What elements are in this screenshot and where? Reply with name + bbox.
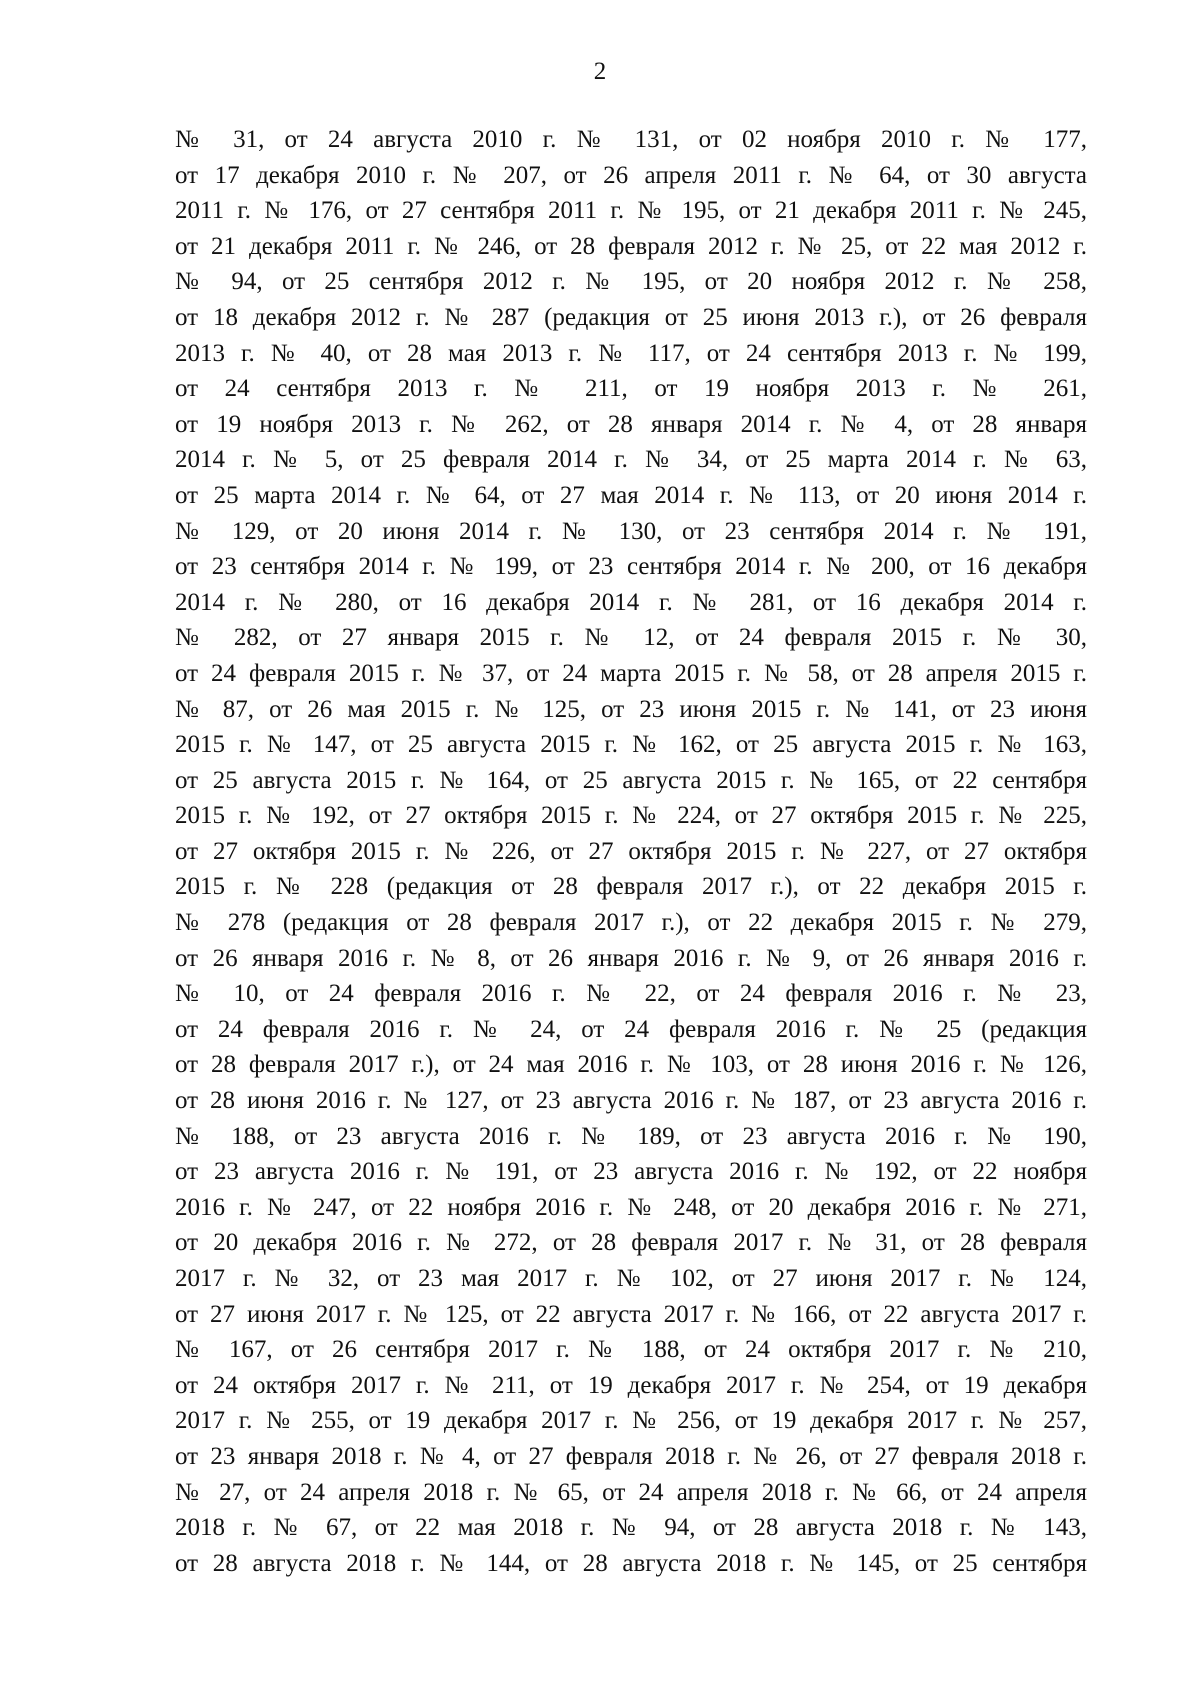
text-line: от 28 июня 2016 г. № 127, от 23 августа 2016 г. № 187, от 23 августа 2016 г. bbox=[175, 1087, 1087, 1115]
text-line: от 25 августа 2015 г. № 164, от 25 августа 2015 г. № 165, от 22 сентября bbox=[175, 766, 1087, 794]
text-line: 2014 г. № 280, от 16 декабря 2014 г. № 281, от 16 декабря 2014 г. bbox=[175, 588, 1087, 616]
text-line: от 25 марта 2014 г. № 64, от 27 мая 2014 г. № 113, от 20 июня 2014 г. bbox=[175, 481, 1087, 509]
body-text bbox=[175, 122, 1087, 1581]
text-line: 2015 г. № 192, от 27 октября 2015 г. № 224, от 27 октября 2015 г. № 225, bbox=[175, 802, 1087, 830]
text-line: 2015 г. № 228 (редакция от 28 февраля 2017 г.), от 22 декабря 2015 г. bbox=[175, 873, 1087, 901]
text-line: от 24 октября 2017 г. № 211, от 19 декабря 2017 г. № 254, от 19 декабря bbox=[175, 1371, 1087, 1399]
text-line: 2013 г. № 40, от 28 мая 2013 г. № 117, от 24 сентября 2013 г. № 199, bbox=[175, 339, 1087, 367]
text-line: 2017 г. № 255, от 19 декабря 2017 г. № 256, от 19 декабря 2017 г. № 257, bbox=[175, 1407, 1087, 1435]
text-line: от 23 августа 2016 г. № 191, от 23 августа 2016 г. № 192, от 22 ноября bbox=[175, 1158, 1087, 1186]
text-line: от 20 декабря 2016 г. № 272, от 28 февраля 2017 г. № 31, от 28 февраля bbox=[175, 1229, 1087, 1257]
text-line: от 28 февраля 2017 г.), от 24 мая 2016 г. № 103, от 28 июня 2016 г. № 126, bbox=[175, 1051, 1087, 1079]
text-line: 2014 г. № 5, от 25 февраля 2014 г. № 34, от 25 марта 2014 г. № 63, bbox=[175, 446, 1087, 474]
text-line: от 19 ноября 2013 г. № 262, от 28 января 2014 г. № 4, от 28 января bbox=[175, 410, 1087, 438]
text-line: № 31, от 24 августа 2010 г. № 131, от 02 ноября 2010 г. № 177, bbox=[175, 126, 1087, 153]
text-line: № 87, от 26 мая 2015 г. № 125, от 23 июня 2015 г. № 141, от 23 июня bbox=[175, 695, 1087, 723]
text-line: 2015 г. № 147, от 25 августа 2015 г. № 162, от 25 августа 2015 г. № 163, bbox=[175, 731, 1087, 759]
text-line: № 188, от 23 августа 2016 г. № 189, от 23 августа 2016 г. № 190, bbox=[175, 1122, 1087, 1150]
text-line: № 10, от 24 февраля 2016 г. № 22, от 24 февраля 2016 г. № 23, bbox=[175, 980, 1087, 1008]
text-line: № 278 (редакция от 28 февраля 2017 г.), от 22 декабря 2015 г. № 279, bbox=[175, 909, 1087, 937]
text-line: от 18 декабря 2012 г. № 287 (редакция от 25 июня 2013 г.), от 26 февраля bbox=[175, 303, 1087, 331]
text-line: от 23 сентября 2014 г. № 199, от 23 сентября 2014 г. № 200, от 16 декабря bbox=[175, 553, 1087, 581]
text-line: от 24 февраля 2015 г. № 37, от 24 марта 2015 г. № 58, от 28 апреля 2015 г. bbox=[175, 659, 1087, 687]
text-line: от 24 сентября 2013 г. № 211, от 19 ноября 2013 г. № 261, bbox=[175, 375, 1087, 403]
text-line: 2017 г. № 32, от 23 мая 2017 г. № 102, от 27 июня 2017 г. № 124, bbox=[175, 1265, 1087, 1292]
text-line: 2011 г. № 176, от 27 сентября 2011 г. № 195, от 21 декабря 2011 г. № 245, bbox=[175, 197, 1087, 225]
text-line: от 26 января 2016 г. № 8, от 26 января 2016 г. № 9, от 26 января 2016 г. bbox=[175, 944, 1087, 972]
text-line: от 23 января 2018 г. № 4, от 27 февраля 2018 г. № 26, от 27 февраля 2018 г. bbox=[175, 1442, 1087, 1470]
text-line: от 17 декабря 2010 г. № 207, от 26 апреля 2011 г. № 64, от 30 августа bbox=[175, 161, 1087, 189]
text-line: № 27, от 24 апреля 2018 г. № 65, от 24 апреля 2018 г. № 66, от 24 апреля bbox=[175, 1478, 1087, 1506]
text-line: № 282, от 27 января 2015 г. № 12, от 24 февраля 2015 г. № 30, bbox=[175, 624, 1087, 652]
page-number: 2 bbox=[593, 58, 607, 85]
text-line: от 21 декабря 2011 г. № 246, от 28 февраля 2012 г. № 25, от 22 мая 2012 г. bbox=[175, 232, 1087, 260]
text-line: от 28 августа 2018 г. № 144, от 28 августа 2018 г. № 145, от 25 сентября bbox=[175, 1549, 1087, 1577]
text-line: 2016 г. № 247, от 22 ноября 2016 г. № 248, от 20 декабря 2016 г. № 271, bbox=[175, 1193, 1087, 1221]
text-line: от 27 июня 2017 г. № 125, от 22 августа 2017 г. № 166, от 22 августа 2017 г. bbox=[175, 1300, 1087, 1328]
text-line: № 129, от 20 июня 2014 г. № 130, от 23 сентября 2014 г. № 191, bbox=[175, 517, 1087, 545]
text-line: № 94, от 25 сентября 2012 г. № 195, от 20 ноября 2012 г. № 258, bbox=[175, 268, 1087, 296]
text-line: от 24 февраля 2016 г. № 24, от 24 февраля 2016 г. № 25 (редакция bbox=[175, 1015, 1087, 1043]
text-line: 2018 г. № 67, от 22 мая 2018 г. № 94, от 28 августа 2018 г. № 143, bbox=[175, 1514, 1087, 1542]
text-line: от 27 октября 2015 г. № 226, от 27 октября 2015 г. № 227, от 27 октября bbox=[175, 837, 1087, 865]
text-line: № 167, от 26 сентября 2017 г. № 188, от 24 октября 2017 г. № 210, bbox=[175, 1336, 1087, 1364]
